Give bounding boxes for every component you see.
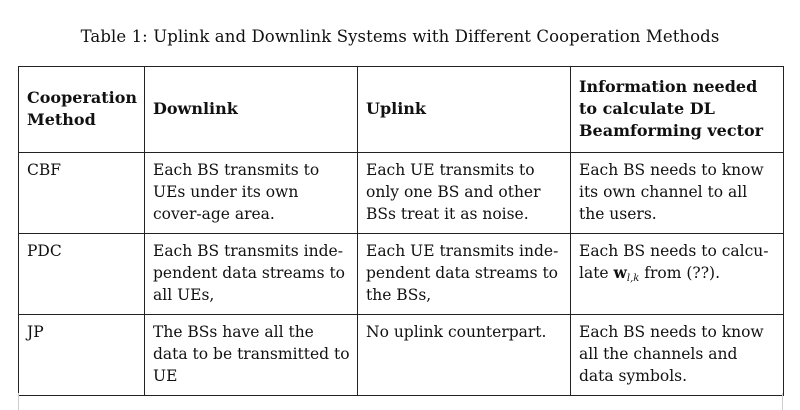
beamforming-symbol: w [613,263,627,282]
cell-method: CBF [19,153,145,234]
cell-downlink: Each BS transmits to UEs under its own cover-age area. [145,153,358,234]
header-cooperation-method: Cooperation Method [19,67,145,153]
header-info-needed: Information needed to calculate DL Beamforming vector [571,67,784,153]
cell-info [571,234,784,315]
table-row [19,315,784,396]
header-downlink: Downlink [145,67,358,153]
cell-info: Each BS needs to know its own channel to all the users. [571,153,784,234]
cell-uplink: No uplink counterpart. [358,315,571,396]
cell-uplink: Each UE transmits inde-pendent data streams to the BSs, [358,234,571,315]
table-header-row [19,67,784,153]
cooperation-table [18,66,784,396]
beamforming-subscript: l,k [626,273,640,284]
header-uplink: Uplink [358,67,571,153]
cell-downlink: The BSs have all the data to be transmitted to UE [145,315,358,396]
cell-uplink: Each UE transmits to only one BS and other BSs treat it as noise. [358,153,571,234]
info-suffix: from (??). [644,264,721,282]
table-caption: Table 1: Uplink and Downlink Systems with Different Cooperation Methods [80,27,720,46]
table-row [19,234,784,315]
info-prefix: Each BS needs to calcu-late [579,242,769,282]
page-edge [18,393,783,410]
cell-info: Each BS needs to know all the channels and data symbols. [571,315,784,396]
table-row [19,153,784,234]
cell-method: PDC [19,234,145,315]
cell-method: JP [19,315,145,396]
cell-downlink: Each BS transmits inde-pendent data streams to all UEs, [145,234,358,315]
